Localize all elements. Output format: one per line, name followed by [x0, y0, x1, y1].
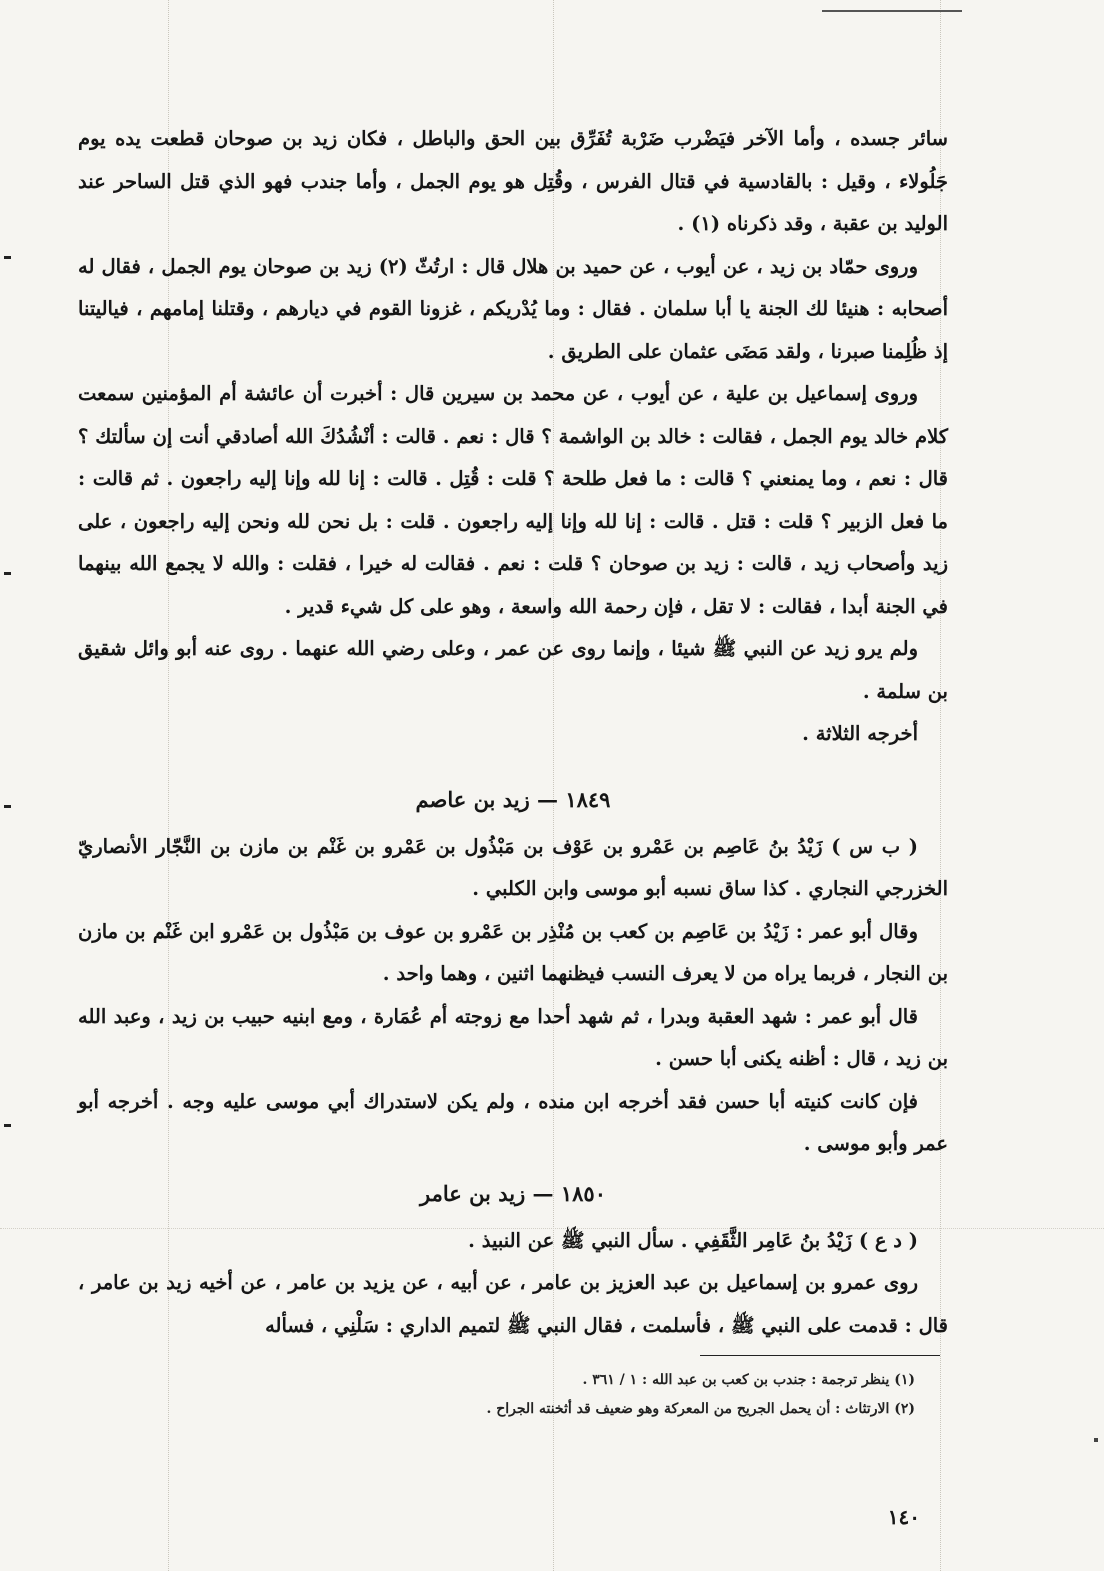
- paragraph: وروى حمّاد بن زيد ، عن أيوب ، عن حميد بن هلال قال : ارتُثّ (٢) زيد بن صوحان يوم الجمل ، فقال له أصحابه : هنيئا لك الجنة يا أبا سلمان . فقال : وما يُدْريكم ، غزونا القوم في ديارهم ، وقتلنا إمامهم ، فياليتنا إذ ظُلِمنا صبرنا ، ولقد مَضَى عثمان على الطريق .: [78, 254, 948, 363]
- margin-mark: [1094, 1438, 1098, 1442]
- paragraph: قال أبو عمر : شهد العقبة وبدرا ، ثم شهد أحدا مع زوجته أم عُمَارة ، ومع ابنيه حبيب بن زيد ، وعبد الله بن زيد ، قال : أظنه يكنى أبا حسن .: [78, 1004, 948, 1070]
- top-rule: [822, 10, 962, 12]
- paragraph: ( ب س ) زَيْدُ بنُ عَاصِم بن عَمْرو بن عَوْف بن مَبْذُول بن عَمْرو بن غَنْم بن مازن بن النَّجّار الأنصاريّ الخزرجي النجاري . كذا ساق نسبه أبو موسى وابن الكلبي .: [78, 834, 948, 900]
- margin-mark: [4, 805, 11, 808]
- footnote: (٢) الارتثاث : أن يحمل الجريح من المعركة وهو ضعيف قد أثخنته الجراح .: [486, 1401, 915, 1417]
- margin-mark: [4, 572, 11, 575]
- page-number: ١٤٠: [887, 1505, 920, 1529]
- paragraph: وقال أبو عمر : زَيْدُ بن عَاصِم بن كعب بن مُنْذِر بن عَمْرو بن عوف بن مَبْذُول بن عَمْرو ابن غَنْم بن مازن بن النجار ، فربما يراه من لا يعرف النسب فيظنهما اثنين ، وهما واحد .: [78, 919, 948, 985]
- paragraph: أخرجه الثلاثة .: [802, 722, 918, 745]
- paragraph: سائر جسده ، وأما الآخر فيَضْرب ضَرْبة تُفَرِّق بين الحق والباطل ، فكان زيد بن صوحان قطعت يده يوم جَلُولاء ، وقيل : بالقادسية في قتال الفرس ، وقُتِل هو يوم الجمل ، وأما جندب فهو الذي قتل الساحر عند الوليد بن عقبة ، وقد ذكرناه (١) .: [78, 127, 948, 235]
- paragraph: فإن كانت كنيته أبا حسن فقد أخرجه ابن منده ، ولم يكن لاستدراك أبي موسى عليه وجه . أخرجه أبو عمر وأبو موسى .: [78, 1089, 948, 1155]
- margin-mark: [4, 256, 11, 259]
- footnotes: [340, 1366, 915, 1424]
- footnote: (١) ينظر ترجمة : جندب بن كعب بن عبد الله : ١ / ٣٦١ .: [582, 1372, 915, 1388]
- margin-mark: [4, 1124, 11, 1127]
- paragraph: وروى إسماعيل بن علية ، عن أيوب ، عن محمد بن سيرين قال : أخبرت أن عائشة أم المؤمنين سمعت كلام خالد يوم الجمل ، فقالت : خالد بن الواشمة ؟ قال : نعم . قالت : أنْشُدُكَ الله أصادقي أنت إن سألتك ؟ قال : نعم ، وما يمنعني ؟ قالت : ما فعل طلحة ؟ قلت : قُتِل . قالت : إنا لله وإنا إليه راجعون . ثم قالت : ما فعل الزبير ؟ قلت : قتل . قالت : إنا لله وإنا إليه راجعون . قلت : بل نحن لله ونحن إليه راجعون ، على زيد وأصحاب زيد ، قالت : زيد بن صوحان ؟ قلت : نعم . فقالت له خيرا ، فقلت : والله لا يجمع الله بينهما في الجنة أبدا ، فقالت : لا تقل ، فإن رحمة الله واسعة ، وهو على كل شيء قدير .: [78, 382, 948, 618]
- page-body: [78, 118, 948, 1347]
- entry-heading: ١٨٤٩ — زيد بن عاصم: [415, 786, 611, 812]
- footnote-rule: [700, 1355, 940, 1356]
- paragraph: ( د ع ) زَيْدُ بنُ عَامِر الثَّقَفِي . سأل النبي ﷺ عن النبيذ .: [468, 1228, 918, 1252]
- entry-heading: ١٨٥٠ — زيد بن عامر: [420, 1180, 606, 1206]
- paragraph: روى عمرو بن إسماعيل بن عبد العزيز بن عامر ، عن أبيه ، عن يزيد بن عامر ، عن أخيه زيد بن عامر ، قال : قدمت على النبي ﷺ ، فأسلمت ، فقال النبي ﷺ لتميم الداري : سَلْنِي ، فسأله: [78, 1271, 948, 1337]
- paragraph: ولم يرو زيد عن النبي ﷺ شيئا ، وإنما روى عن عمر ، وعلى رضي الله عنهما . روى عنه أبو وائل شقيق بن سلمة .: [78, 637, 948, 703]
